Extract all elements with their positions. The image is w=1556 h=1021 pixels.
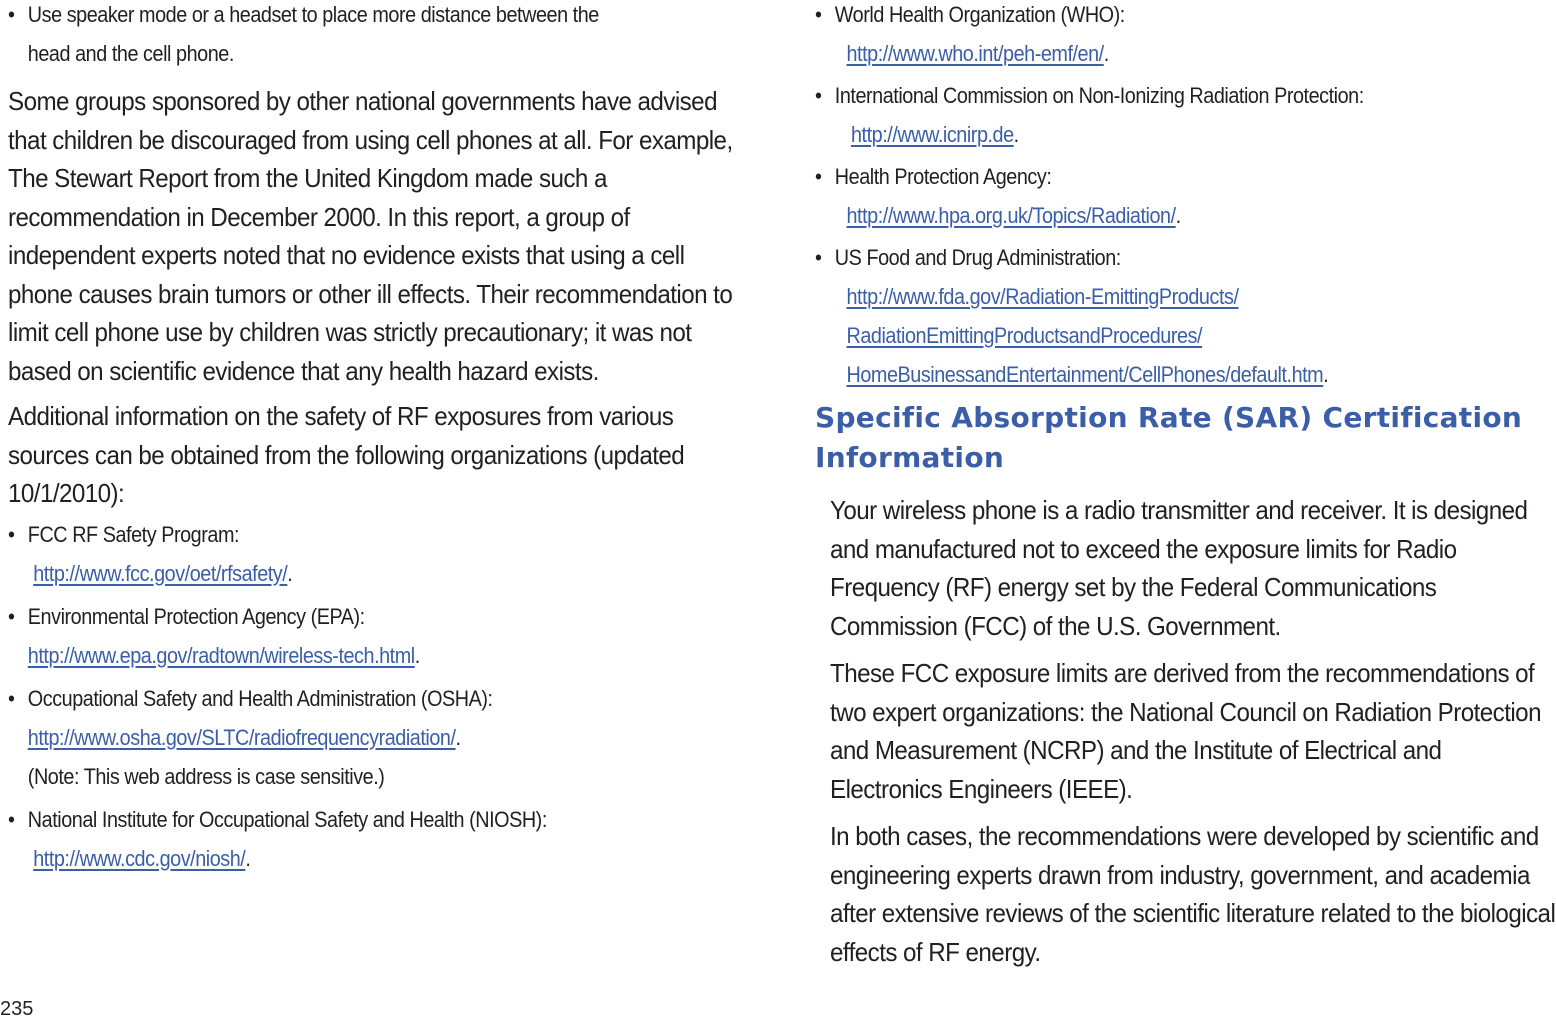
right-column xyxy=(815,0,1556,394)
sar-paragraph-2: These FCC exposure limits are derived from the recommendations of two expert organizations: the National Council on Radiation Protection and Measurement (NCRP) and the Institute of Electrical and Electronics Engineers (IEEE). xyxy=(830,658,1541,804)
bullet-dot: • xyxy=(815,245,822,270)
left-column xyxy=(8,0,743,878)
epa-link[interactable]: http://www.epa.gov/radtown/wireless-tech.html xyxy=(27,642,415,668)
list-item xyxy=(8,800,769,878)
osha-link[interactable]: http://www.osha.gov/SLTC/radiofrequencyradiation/ xyxy=(27,724,456,750)
list-item xyxy=(815,157,1556,235)
hpa-link[interactable]: http://www.hpa.org.uk/Topics/Radiation/ xyxy=(846,203,1176,228)
bullet-dot: • xyxy=(8,2,15,27)
organization-name: International Commission on Non-Ionizing Radiation Protection: xyxy=(834,83,1364,108)
fda-link-line1[interactable]: http://www.fda.gov/Radiation-EmittingProducts/ xyxy=(846,284,1239,309)
bullet-dot: • xyxy=(815,83,822,108)
organization-name: US Food and Drug Administration: xyxy=(834,245,1121,270)
link-period: . xyxy=(455,724,461,750)
list-item xyxy=(815,238,1556,394)
organization-name: FCC RF Safety Program: xyxy=(27,521,240,547)
organizations-list-right xyxy=(815,0,1556,394)
who-link[interactable]: http://www.who.int/peh-emf/en/ xyxy=(846,41,1104,66)
link-period: . xyxy=(1323,362,1329,387)
link-period: . xyxy=(1175,203,1181,228)
niosh-link[interactable]: http://www.cdc.gov/niosh/ xyxy=(33,845,246,871)
additional-info-paragraph: Additional information on the safety of RF exposures from various sources can be obtained from the following organizations (updated 10/1/2010): xyxy=(8,401,685,508)
list-item xyxy=(8,515,769,593)
children-advice-paragraph: Some groups sponsored by other national governments have advised that children be discouraged from using cell phones at all. For example, The Stewart Report from the United Kingdom made such a recommendation in December 2000. In this report, a group of independent experts noted that no evidence exists that using a cell phone causes brain tumors or other ill effects. Their recommendation to limit cell phone use by children was strictly precautionary; it was not based on scientific evidence that any health hazard exists. xyxy=(8,86,733,386)
bullet-dot: • xyxy=(815,2,822,27)
bullet-text: Use speaker mode or a headset to place more distance between the xyxy=(27,2,599,27)
sar-paragraph-3: In both cases, the recommendations were developed by scientific and engineering experts drawn from industry, government, and academia after extensive reviews of the scientific literature related to the biological effects of RF energy. xyxy=(830,821,1556,967)
bullet-dot: • xyxy=(8,685,15,711)
link-period: . xyxy=(1013,122,1019,147)
list-item xyxy=(8,679,769,796)
sar-section-heading: Specific Absorption Rate (SAR) Certification Information xyxy=(815,401,1523,474)
bullet-dot: • xyxy=(8,806,15,832)
list-item xyxy=(815,0,1556,73)
organization-name: Environmental Protection Agency (EPA): xyxy=(27,603,365,629)
link-period: . xyxy=(245,845,251,871)
page-number: 235 xyxy=(0,998,34,1020)
bullet-dot: • xyxy=(815,164,822,189)
organizations-list-left xyxy=(8,515,743,878)
organization-name: Occupational Safety and Health Administration (OSHA): xyxy=(27,685,493,711)
list-item xyxy=(8,0,769,73)
link-period: . xyxy=(1103,41,1109,66)
fda-link-line2[interactable]: RadiationEmittingProductsandProcedures/ xyxy=(846,323,1203,348)
organization-name: National Institute for Occupational Safety and Health (NIOSH): xyxy=(27,806,547,832)
bullet-text-continued: head and the cell phone. xyxy=(27,41,234,66)
link-period: . xyxy=(287,560,293,586)
organization-name: World Health Organization (WHO): xyxy=(834,2,1125,27)
fcc-link[interactable]: http://www.fcc.gov/oet/rfsafety/ xyxy=(33,560,288,586)
organization-name: Health Protection Agency: xyxy=(834,164,1052,189)
list-item xyxy=(815,76,1556,154)
link-period: . xyxy=(414,642,420,668)
sar-paragraph-1: Your wireless phone is a radio transmitter and receiver. It is designed and manufactured not to exceed the exposure limits for Radio Frequency (RF) energy set by the Federal Communications Commission (FCC) of the U.S. Government. xyxy=(830,495,1528,641)
bullet-dot: • xyxy=(8,521,15,547)
icnirp-link[interactable]: http://www.icnirp.de xyxy=(851,122,1014,147)
fda-link-line3[interactable]: HomeBusinessandEntertainment/CellPhones/default.htm xyxy=(846,362,1324,387)
bullet-dot: • xyxy=(8,603,15,629)
sar-section-body xyxy=(830,491,1556,971)
case-sensitive-note: (Note: This web address is case sensitive.) xyxy=(27,763,385,789)
list-item xyxy=(8,597,769,675)
top-bullet-list xyxy=(8,0,743,73)
